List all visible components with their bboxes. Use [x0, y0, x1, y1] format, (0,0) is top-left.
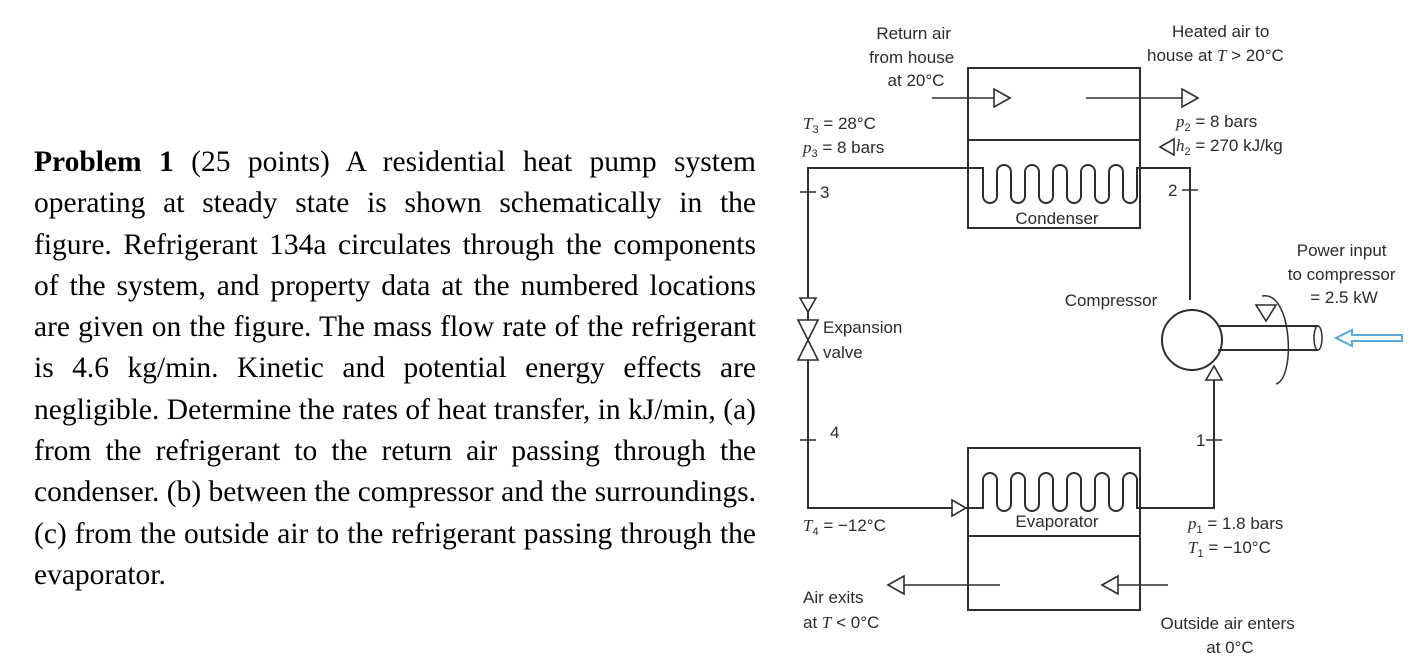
- return-air-label: [869, 24, 959, 90]
- state1-t-symbol: T: [1188, 538, 1198, 557]
- state3-p-symbol: p: [803, 138, 812, 157]
- condenser-label: Condenser: [1015, 209, 1099, 228]
- rotation-arrowhead: [1256, 305, 1276, 321]
- problem-points: (25 points): [191, 146, 330, 178]
- state2-h-subscript: 2: [1184, 146, 1191, 158]
- heated-air-label: [1147, 22, 1284, 65]
- point-label-3: 3: [820, 183, 830, 202]
- power-input-arrow: [1336, 330, 1402, 346]
- state1-p-symbol: p: [1188, 514, 1197, 533]
- compressor-body: [1162, 310, 1222, 370]
- state4-temperature: [803, 516, 886, 538]
- state2-p-symbol: p: [1176, 112, 1185, 131]
- state1-pressure: [1187, 514, 1283, 536]
- return-air-arrowhead: [994, 89, 1010, 107]
- loop-left-line: [808, 168, 968, 508]
- state1-t-value: = −10°C: [1203, 538, 1271, 557]
- heated-air-temp: > 20°C: [1226, 46, 1284, 65]
- power-input-line-3: = 2.5 kW: [1310, 288, 1378, 307]
- expansion-valve-line-2: valve: [823, 343, 863, 362]
- compressor-label: Compressor: [1064, 291, 1158, 310]
- state1-t-subscript: 1: [1197, 548, 1204, 560]
- evaporator-coil: [968, 473, 1140, 511]
- state3-t-subscript: 3: [812, 124, 819, 136]
- return-air-line-3: at 20°C: [887, 71, 945, 90]
- heated-air-line-1: Heated air to: [1172, 22, 1270, 41]
- flow-arrow-to-compressor: [1206, 366, 1222, 380]
- heated-air-arrowhead: [1182, 89, 1198, 107]
- state2-h-symbol: h: [1176, 136, 1185, 155]
- expansion-valve-label: [823, 318, 907, 362]
- power-input-label: [1288, 241, 1400, 307]
- air-exits-t-symbol: T: [821, 613, 832, 632]
- evaporator-air-duct: [968, 536, 1140, 610]
- power-input-line-1: Power input: [1296, 241, 1387, 260]
- state2-h-value: = 270 kJ/kg: [1190, 136, 1283, 155]
- outside-air-line-1: Outside air enters: [1160, 614, 1295, 633]
- air-exits-label: [803, 588, 879, 632]
- compressor-shaft-end: [1314, 326, 1322, 350]
- state4-t-value: = −12°C: [818, 516, 886, 535]
- state2-enthalpy: [1176, 136, 1283, 158]
- return-air-line-2: from house: [869, 48, 955, 67]
- state4-t-symbol: T: [803, 516, 813, 535]
- outside-air-label: [1161, 614, 1300, 657]
- heated-air-t-symbol: T: [1216, 46, 1227, 65]
- state2-p-value: = 8 bars: [1190, 112, 1258, 131]
- return-air-line-1: Return air: [876, 24, 951, 43]
- point-label-1: 1: [1196, 431, 1206, 450]
- state1-p-subscript: 1: [1196, 524, 1203, 536]
- state3-pressure: [802, 138, 884, 160]
- expansion-valve-lower: [798, 340, 818, 360]
- air-exits-line-1: Air exits: [803, 588, 864, 607]
- state3-temperature: [803, 114, 876, 136]
- air-exits-temp: < 0°C: [831, 613, 880, 632]
- expansion-valve-line-1: Expansion: [823, 318, 903, 337]
- state3-p-subscript: 3: [811, 148, 818, 160]
- loop-right-top-line: [1140, 168, 1190, 300]
- evaporator-label: Evaporator: [1015, 512, 1099, 531]
- heated-air-line-2: house at: [1147, 46, 1217, 65]
- state2-pressure: [1175, 112, 1257, 134]
- air-exits-line-2: at: [803, 613, 822, 632]
- flow-arrow-left-top: [800, 298, 816, 312]
- expansion-valve-upper: [798, 320, 818, 340]
- air-exit-arrowhead: [888, 576, 904, 594]
- flow-arrow-into-condenser: [1160, 139, 1174, 155]
- outside-air-line-2: at 0°C: [1206, 638, 1254, 657]
- flow-arrow-to-evaporator: [952, 500, 966, 516]
- state2-p-subscript: 2: [1184, 122, 1191, 134]
- state1-temperature: [1188, 538, 1271, 560]
- state1-p-value: = 1.8 bars: [1202, 514, 1284, 533]
- condenser-coil: [968, 165, 1140, 203]
- problem-heading: Problem 1: [34, 146, 174, 178]
- state3-t-value: = 28°C: [818, 114, 876, 133]
- point-label-4: 4: [830, 423, 840, 442]
- state3-t-symbol: T: [803, 114, 813, 133]
- power-input-line-2: to compressor: [1287, 265, 1396, 284]
- state4-t-subscript: 4: [812, 526, 819, 538]
- state3-p-value: = 8 bars: [817, 138, 885, 157]
- problem-text: A residential heat pump system operating at steady state is shown schematically in the figure. Refrigerant 134a circulates through the components of the system, and property data at the numbered locations are given on the figure. The mass flow rate of the refrigerant is 4.6 kg/min. Kinetic and potential energy effects are negligible. Determine the rates of heat transfer, in kJ/min, (a) from the refrigerant to the return air passing through the condenser. (b) between the compressor and the surroundings. (c) from the outside air to the refrigerant passing through the evaporator.: [34, 146, 757, 591]
- outside-air-arrowhead: [1102, 576, 1118, 594]
- point-label-2: 2: [1168, 181, 1178, 200]
